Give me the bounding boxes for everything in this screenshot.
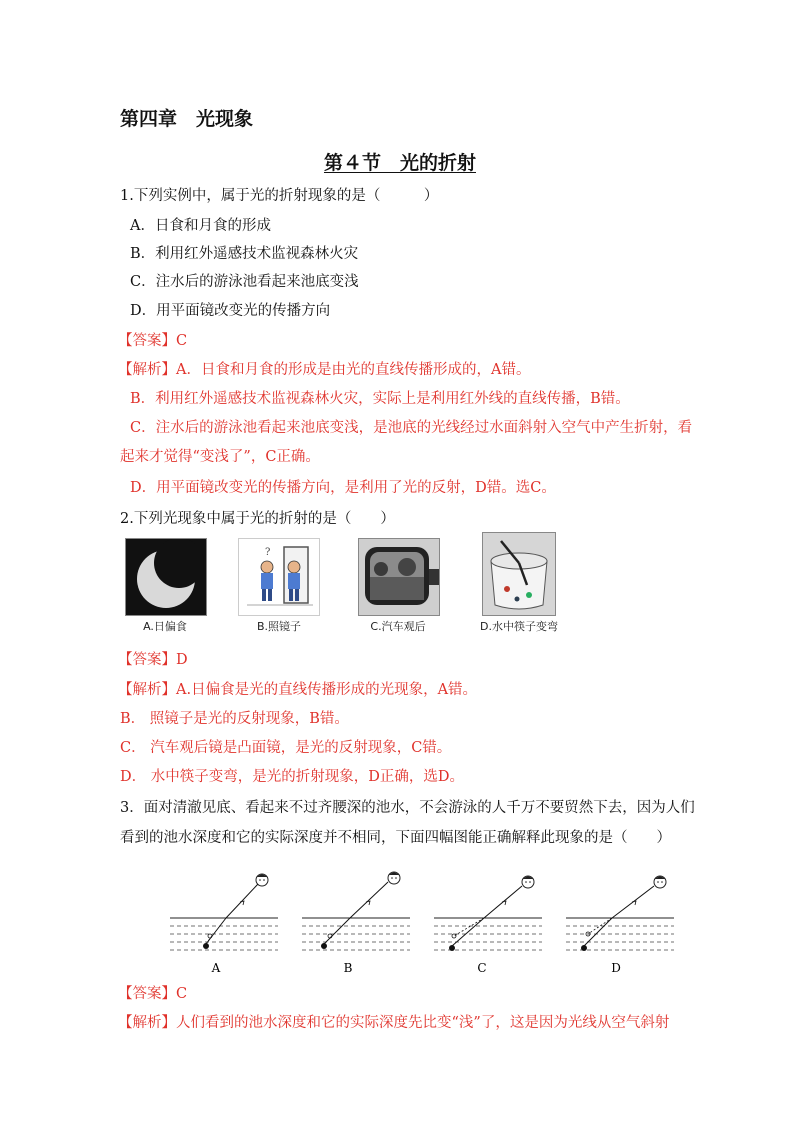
diagram-label-b: B [343, 961, 353, 975]
q1-option-b: B．利用红外遥感技术监视森林火灾 [130, 246, 359, 262]
refraction-diagrams [160, 860, 680, 980]
answer-value: D [176, 652, 188, 668]
diagram-a [170, 874, 278, 950]
q3-answer [118, 982, 187, 1003]
chapter-title: 第四章 光现象 [120, 108, 254, 130]
diagram-d [566, 876, 674, 951]
analysis-label: 【解析】 [118, 1015, 176, 1031]
q2-analysis-1 [118, 678, 477, 699]
caption-b: B.照镜子 [256, 620, 302, 633]
q3-stem-2: 看到的池水深度和它的实际深度并不相同，下面四幅图能正确解释此现象的是（ ） [120, 830, 671, 846]
q1-option-a: A．日食和月食的形成 [130, 218, 271, 234]
eclipse-photo [125, 538, 207, 616]
q3-stem-1: 3．面对清澈见底、看起来不过齐腰深的池水，不会游泳的人千万不要贸然下去，因为人们 [120, 800, 695, 816]
q1-analysis-2: B．利用红外遥感技术监视森林火灾，实际上是利用红外线的直线传播，B错。 [130, 391, 630, 407]
analysis-label: 【解析】 [118, 362, 176, 378]
q1-option-d: D．用平面镜改变光的传播方向 [130, 303, 331, 319]
section-title-text: 第４节 光的折射 [323, 152, 476, 174]
chopsticks-photo [482, 532, 556, 616]
rearview-photo [358, 538, 440, 616]
answer-label: 【答案】 [118, 652, 176, 668]
q1-answer [118, 329, 187, 350]
diagram-label-c: C [477, 961, 487, 975]
analysis-text: 人们看到的池水深度和它的实际深度先比变“浅”了，这是因为光线从空气斜射 [176, 1015, 670, 1031]
q1-stem: 1.下列实例中，属于光的折射现象的是（ ） [120, 188, 439, 204]
q1-option-c: C．注水后的游泳池看起来池底变浅 [130, 274, 359, 290]
answer-label: 【答案】 [118, 986, 176, 1002]
caption-a: A.日偏食 [143, 620, 187, 633]
svg-text:?: ? [265, 547, 271, 558]
q2-stem: 2.下列光现象中属于光的折射的是（ ） [120, 511, 395, 527]
mirror-illustration [239, 539, 319, 615]
caption-d: D.水中筷子变弯 [480, 620, 558, 633]
q1-analysis-5: D．用平面镜改变光的传播方向，是利用了光的反射，D错。选C。 [130, 480, 556, 496]
caption-c: C.汽车观后 [370, 620, 426, 633]
q1-analysis-1 [118, 358, 530, 379]
section-title [0, 148, 800, 175]
q1-analysis-4: 起来才觉得“变浅了”，C正确。 [120, 449, 320, 465]
q2-answer [118, 648, 188, 669]
diagram-label-a: A [211, 961, 221, 975]
answer-value: C [176, 333, 188, 349]
q2-analysis-2: B． 照镜子是光的反射现象，B错。 [120, 711, 349, 727]
q1-analysis-3: C．注水后的游泳池看起来池底变浅，是池底的光线经过水面斜射入空气中产生折射，看 [130, 420, 693, 436]
diagram-b [302, 872, 410, 950]
analysis-text: A．日食和月食的形成是由光的直线传播形成的，A错。 [176, 362, 531, 378]
diagram-c [434, 876, 542, 951]
answer-label: 【答案】 [118, 333, 176, 349]
answer-value: C [176, 986, 188, 1002]
eclipse-illustration [126, 539, 206, 615]
q3-analysis [118, 1011, 669, 1032]
q2-analysis-4: D． 水中筷子变弯，是光的折射现象，D正确，选D。 [120, 769, 464, 785]
chopsticks-illustration [483, 533, 555, 615]
analysis-text: A.日偏食是光的直线传播形成的光现象，A错。 [176, 682, 478, 698]
q2-analysis-3: C． 汽车观后镜是凸面镜，是光的反射现象，C错。 [120, 740, 452, 756]
diagram-label-d: D [611, 961, 621, 975]
analysis-label: 【解析】 [118, 682, 176, 698]
mirror-photo [238, 538, 320, 616]
rearview-illustration [359, 539, 439, 615]
